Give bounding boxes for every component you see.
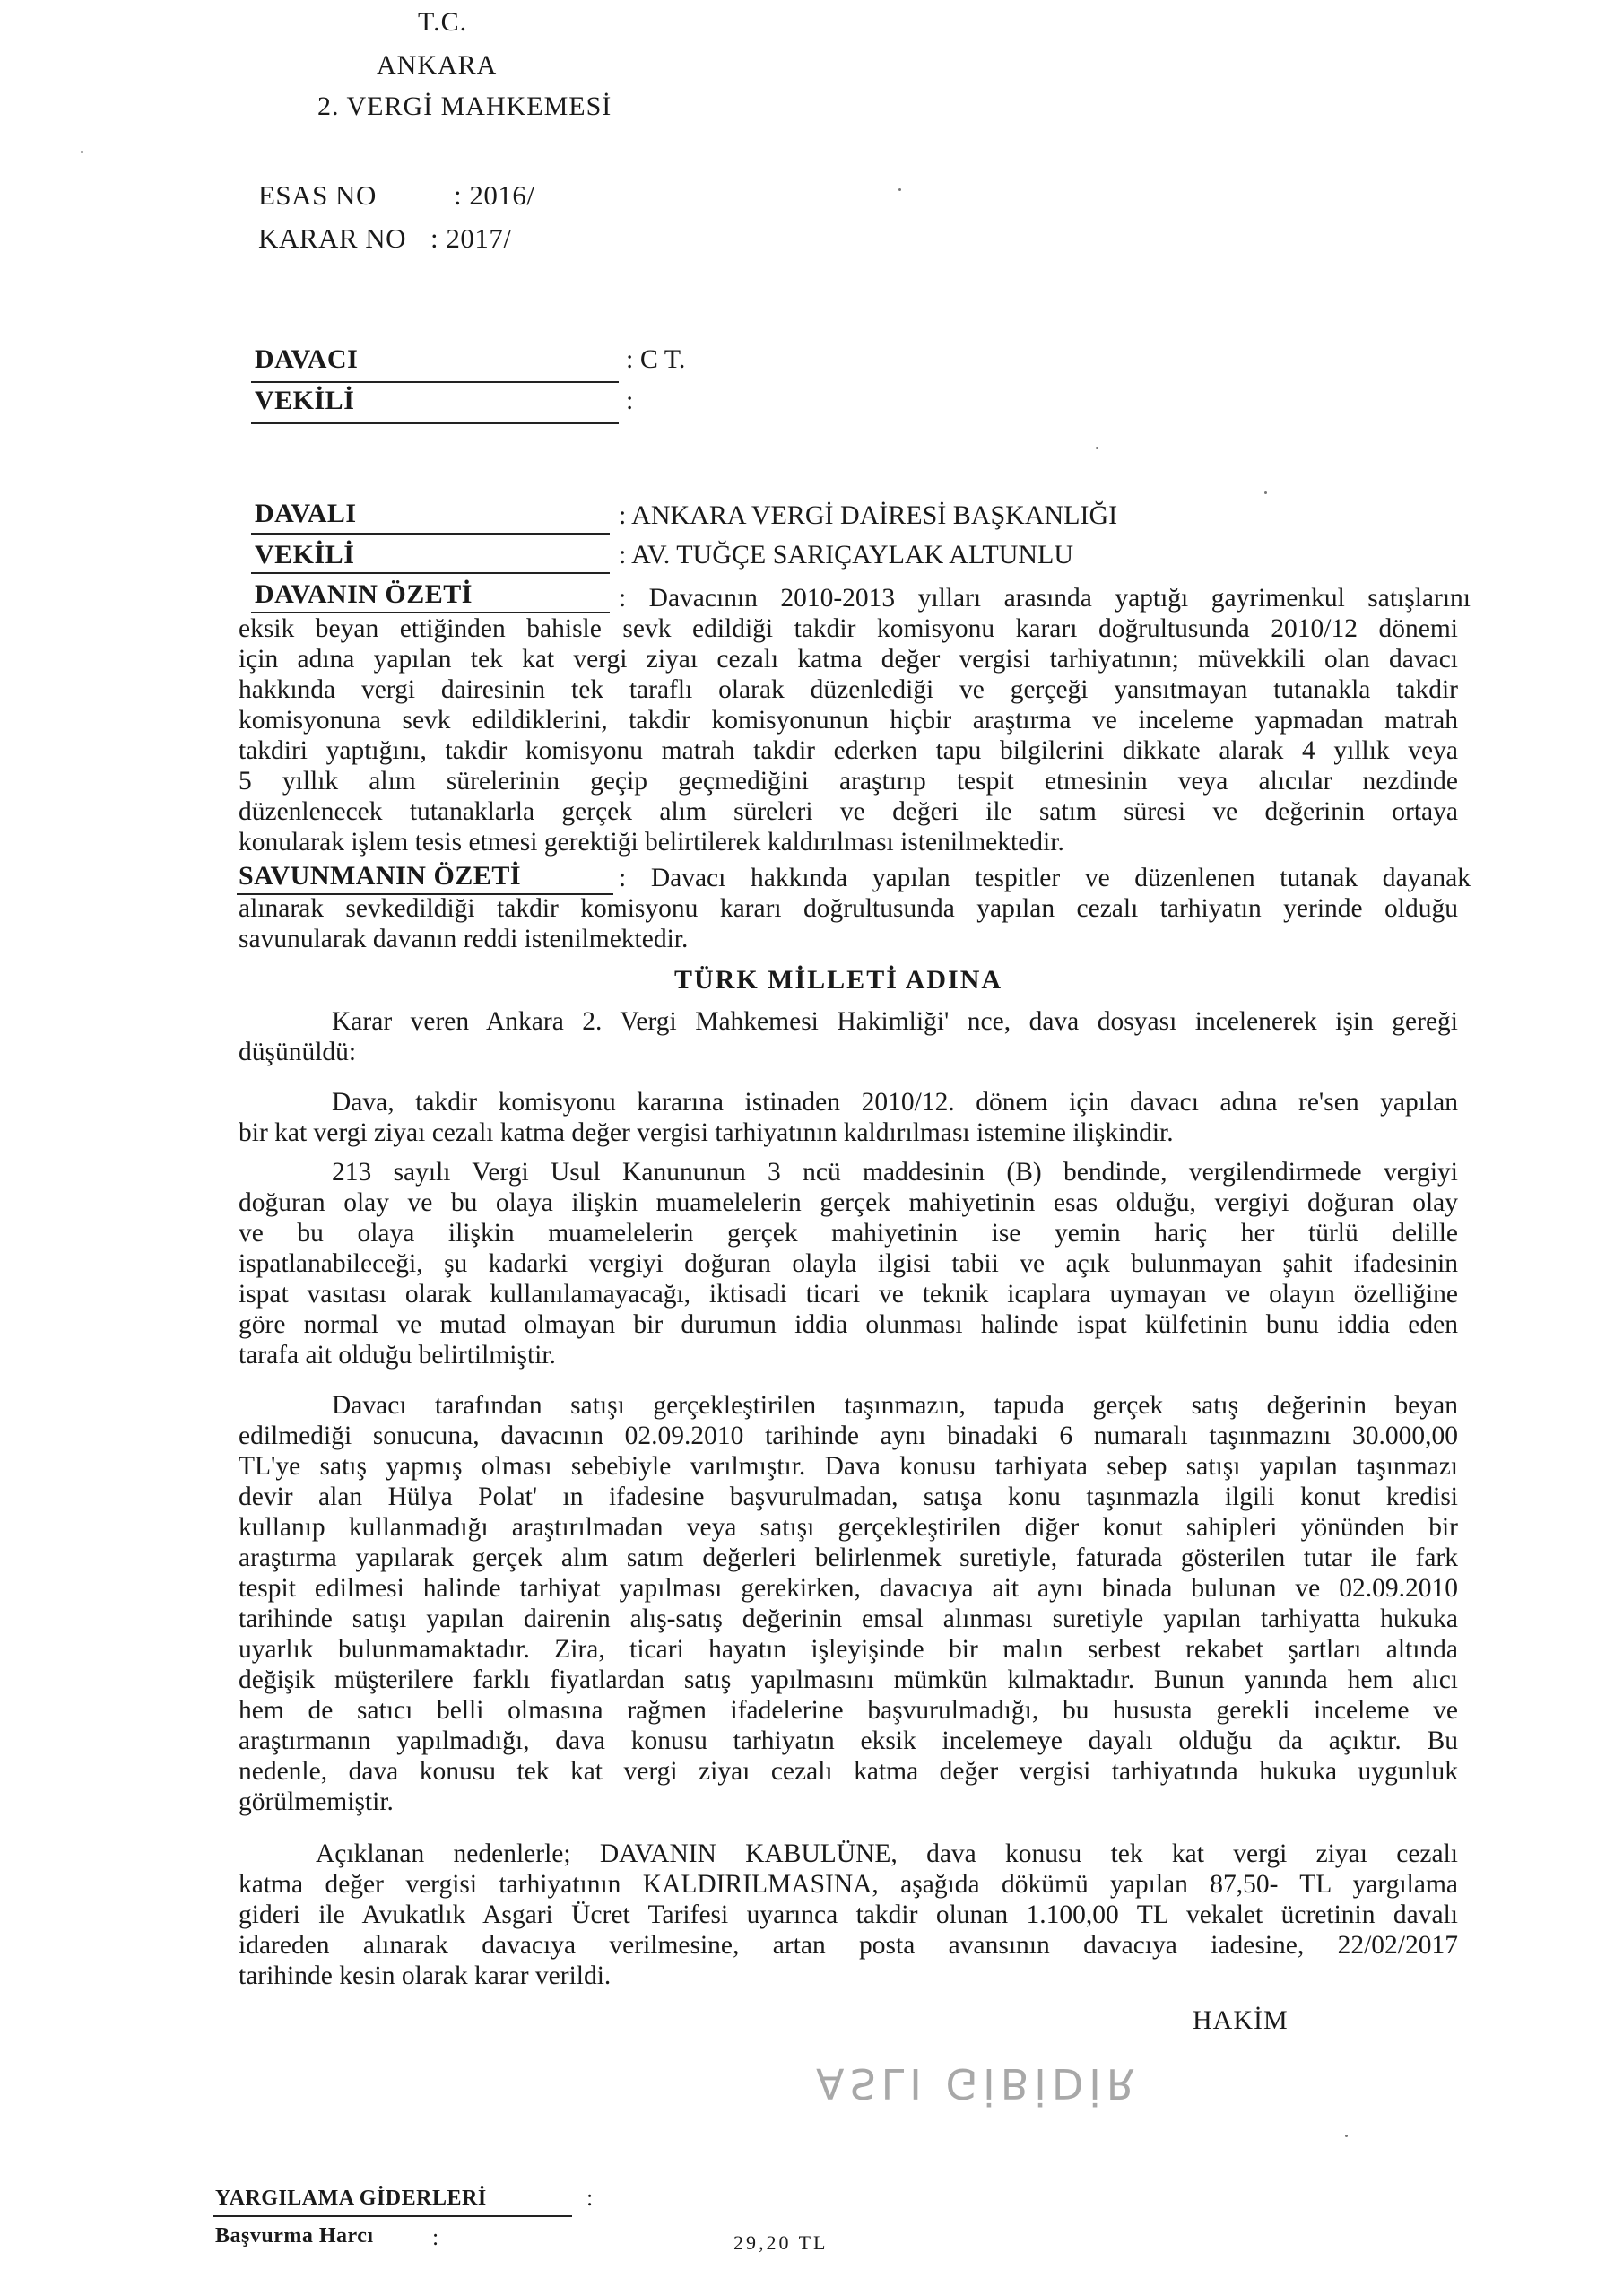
davanin-ozeti-label: DAVANIN ÖZETİ xyxy=(255,579,473,609)
decision-line: düşünüldü: xyxy=(239,1038,357,1066)
fee-colon: : xyxy=(432,2224,439,2250)
decision-line: araştırma yapılarak gerçek alım satım değerleri belirlenmek suretiyle, faturada gösterilen tutar ile fark xyxy=(239,1544,1458,1572)
divider xyxy=(251,572,610,574)
decision-line: doğuran olay ve bu olaya ilişkin muamelelerin gerçek mahiyetinin esas olduğu, vergiyi doğuran olay xyxy=(239,1188,1458,1217)
decision-line: bir kat vergi ziyaı cezalı katma değer vergisi tarhiyatının kaldırılması istemine ilişkindir. xyxy=(239,1118,1174,1147)
costs-colon: : xyxy=(586,2185,594,2211)
summary-line: 5 yıllık alım sürelerinin geçip geçmediğini araştırıp tespit etmesinin veya alıcılar nezdinde xyxy=(239,767,1458,796)
fee-value: 29,20 TL xyxy=(733,2231,829,2254)
davali-vekili-label: VEKİLİ xyxy=(255,540,355,570)
scan-speck xyxy=(81,151,83,153)
decision-line: katma değer vergisi tarhiyatının KALDIRILMASINA, aşağıda dökümü yapılan 87,50- TL yargılama xyxy=(239,1870,1458,1899)
decision-line: göre normal ve mutad olmayan bir durumun iddia olunması halinde ispat külfetinin bunu iddia eden xyxy=(239,1310,1458,1339)
divider xyxy=(251,422,619,424)
costs-label: YARGILAMA GİDERLERİ xyxy=(215,2187,487,2210)
scan-speck xyxy=(1096,447,1098,449)
divider xyxy=(213,2215,572,2217)
header-tc: T.C. xyxy=(418,7,468,37)
esas-label: ESAS NO xyxy=(258,179,377,211)
davaci-label: DAVACI xyxy=(255,344,359,374)
decision-line: ispatlanabileceği, şu kadarki vergiyi doğuran olayla ilgisi tabii ve açık bulunmayan şahit ifadesinin xyxy=(239,1249,1458,1278)
karar-value: : 2017/ xyxy=(430,222,512,254)
defense-line: : Davacı hakkında yapılan tespitler ve düzenlenen tutanak dayanak xyxy=(619,864,1471,892)
karar-label: KARAR NO xyxy=(258,222,407,254)
certified-copy-stamp: ASLI GİBİDİR xyxy=(816,2059,1141,2108)
decision-line: tarihinde kesin olarak karar verildi. xyxy=(239,1961,612,1990)
davaci-value: : C T. xyxy=(626,344,686,374)
decision-line: ve bu olaya ilişkin muamelelerin gerçek mahiyetinin ise yemin hariç her türlü delille xyxy=(239,1219,1458,1248)
decision-line: gideri ile Avukatlık Asgari Ücret Tarifesi uyarınca takdir olunan 1.100,00 TL vekalet ücretinin davalı xyxy=(239,1900,1458,1929)
scan-speck xyxy=(1345,2135,1348,2137)
summary-line: komisyonuna sevk edildiklerini, takdir komisyonunun hiçbir araştırma ve inceleme yapmadan matrah xyxy=(239,706,1458,735)
summary-line: konularak işlem tesis etmesi gerektiği belirtilerek kaldırılması istenilmektedir. xyxy=(239,828,1064,857)
divider xyxy=(251,381,619,383)
defense-line: alınarak sevkedildiği takdir komisyonu kararı doğrultusunda yapılan cezalı tarhiyatın yerinde olduğu xyxy=(239,894,1458,923)
decision-line: idareden alınarak davacıya verilmesine, artan posta avansının davacıya iadesine, 22/02/2017 xyxy=(239,1931,1458,1960)
davaci-vekili-label: VEKİLİ xyxy=(255,386,355,415)
davali-label: DAVALI xyxy=(255,499,357,528)
decision-line: hem de satıcı belli olmasına rağmen ifadelerine başvurulmadığı, bu hususta gerekli inceleme ve xyxy=(239,1696,1458,1725)
decision-line: Davacı tarafından satışı gerçekleştirilen taşınmazın, tapuda gerçek satış değerinin beyan xyxy=(332,1391,1458,1420)
court-name: 2. VERGİ MAHKEMESİ xyxy=(317,91,612,121)
decision-line: değişik müşterilere farklı fiyatlardan satış yapılmasını mümkün kılmaktadır. Bunun yanında hem alıcı xyxy=(239,1665,1458,1694)
decision-line: edilmediği sonucuna, davacının 02.09.2010 tarihinde aynı binadaki 6 numaralı taşınmazını 30.000,00 xyxy=(239,1422,1458,1450)
decision-line: ispat vasıtası olarak kullanılamayacağı, iktisadi ticari ve teknik icaplara uymayan ve olayın özelliğine xyxy=(239,1280,1458,1309)
fee-label: Başvurma Harcı xyxy=(215,2224,374,2248)
summary-line: için adına yapılan tek kat vergi ziyaı cezalı katma değer vergisi tarhiyatının; müvekkili olan davacı xyxy=(239,645,1458,674)
decision-line: tarafa ait olduğu belirtilmiştir. xyxy=(239,1341,556,1370)
scan-speck xyxy=(1264,491,1267,494)
summary-line: düzenlenecek tutanaklarla gerçek alım süreleri ve değeri ile satım süresi ve değerinin ortaya xyxy=(239,797,1458,826)
decision-line: araştırmanın yapılmadığı, dava konusu tarhiyatın eksik incelemeye dayalı olduğu da açıktır. Bu xyxy=(239,1726,1458,1755)
judge-title: HAKİM xyxy=(1193,2005,1289,2035)
decision-line: tespit edilmesi halinde tarhiyat yapılması gerekirken, davacıya ait aynı binada bulunan ve 02.09.2010 xyxy=(239,1574,1458,1603)
decision-line: Açıklanan nedenlerle; DAVANIN KABULÜNE, dava konusu tek kat vergi ziyaı cezalı xyxy=(316,1839,1458,1868)
decision-line: uyarlık bulunmamaktadır. Zira, ticari hayatın işleyişinde bir malın serbest rekabet şartları altında xyxy=(239,1635,1458,1664)
decision-line: Dava, takdir komisyonu kararına istinaden 2010/12. dönem için davacı adına re'sen yapılan xyxy=(332,1088,1458,1117)
decision-line: kullanıp kullanmadığı araştırılmadan veya satışı gerçekleştirilen diğer konut sahipleri yönünden bir xyxy=(239,1513,1458,1542)
summary-line: : Davacının 2010-2013 yılları arasında yaptığı gayrimenkul satışlarını xyxy=(619,584,1471,613)
scan-speck xyxy=(898,188,901,191)
decision-line: nedenle, dava konusu tek kat vergi ziyaı cezalı katma değer vergisi tarhiyatında hukuka uygunluk xyxy=(239,1757,1458,1786)
decision-line: devir alan Hülya Polat' ın ifadesine başvurulmadan, satışa konu taşınmazla ilgili konut kredisi xyxy=(239,1483,1458,1511)
divider xyxy=(251,533,610,535)
decision-line: Karar veren Ankara 2. Vergi Mahkemesi Hakimliği' nce, dava dosyası incelenerek işin gereği xyxy=(332,1007,1458,1036)
decision-line: görülmemiştir. xyxy=(239,1787,394,1816)
davaci-vekili-value: : xyxy=(626,386,634,415)
davali-value: : ANKARA VERGİ DAİRESİ BAŞKANLIĞI xyxy=(619,500,1118,530)
davali-vekili-value: : AV. TUĞÇE SARIÇAYLAK ALTUNLU xyxy=(619,540,1074,570)
decision-line: tarihinde satışı yapılan dairenin alış-satış değerinin emsal alınması suretiyle yapılan tarhiyatta hukuka xyxy=(239,1605,1458,1633)
savunma-ozeti-label: SAVUNMANIN ÖZETİ xyxy=(239,861,522,891)
summary-line: takdiri yaptığını, takdir komisyonu matrah takdir ederken tapu bilgilerini dikkate alarak 4 yıllık veya xyxy=(239,736,1458,765)
esas-value: : 2016/ xyxy=(454,179,535,211)
decision-line: 213 sayılı Vergi Usul Kanununun 3 ncü maddesinin (B) bendinde, vergilendirmede vergiyi xyxy=(332,1158,1458,1187)
header-city: ANKARA xyxy=(377,50,498,80)
decision-line: TL'ye satış yapmış olması sebebiyle varılmıştır. Dava konusu tarhiyata sebep satışı yapılan taşınmazı xyxy=(239,1452,1458,1481)
summary-line: hakkında vergi dairesinin tek taraflı olarak düzenlediği ve gerçeği yansıtmayan tutanakla takdir xyxy=(239,675,1458,704)
summary-line: eksik beyan ettiğinden bahisle sevk edildiği takdir komisyonu kararı doğrultusunda 2010/12 dönemi xyxy=(239,614,1458,643)
defense-line: savunularak davanın reddi istenilmektedir. xyxy=(239,925,689,953)
decision-heading: TÜRK MİLLETİ ADINA xyxy=(674,965,1003,995)
